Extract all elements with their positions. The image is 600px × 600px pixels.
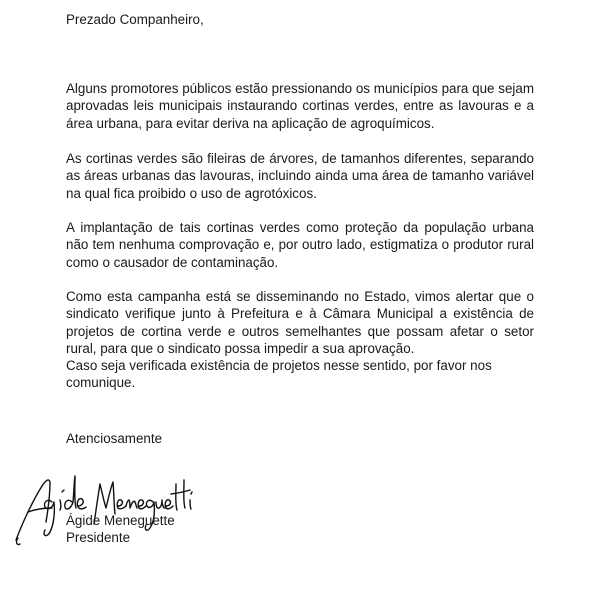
closing: Atenciosamente — [66, 431, 163, 446]
paragraph-1 — [66, 80, 534, 132]
signer-name: Ágide Meneguette — [66, 513, 175, 528]
paragraph-4 — [66, 288, 534, 392]
salutation: Prezado Companheiro, — [66, 12, 204, 27]
paragraph-text: Como esta campanha está se disseminando no Estado, vimos alertar que o sindicato verifique junto à Prefeitura e à Câmara Municipal a existência de projetos de cortina verde e outros semelhantes que possam afetar o setor rural, para que o sindicato possa impedir a sua aprovação. — [66, 289, 534, 356]
paragraph-3 — [66, 219, 534, 271]
paragraph-text: Caso seja verificada existência de projetos nesse sentido, por favor nos comunique. — [66, 358, 492, 391]
signer-title: Presidente — [66, 530, 131, 545]
paragraph-text: A implantação de tais cortinas verdes como proteção da população urbana não tem nenhuma comprovação e, por outro lado, estigmatiza o produtor rural como o causador de contaminação. — [66, 220, 534, 270]
paragraph-text: As cortinas verdes são fileiras de árvores, de tamanhos diferentes, separando as áreas urbanas das lavouras, incluindo ainda uma área de tamanho variável na qual fica proibido o uso de agrotóxicos. — [66, 151, 534, 201]
paragraph-text: Alguns promotores públicos estão pressionando os municípios para que sejam aprovadas leis municipais instaurando cortinas verdes, entre as lavouras e a área urbana, para evitar deriva na aplicação de agroquímicos. — [66, 81, 534, 131]
paragraph-2 — [66, 150, 534, 202]
